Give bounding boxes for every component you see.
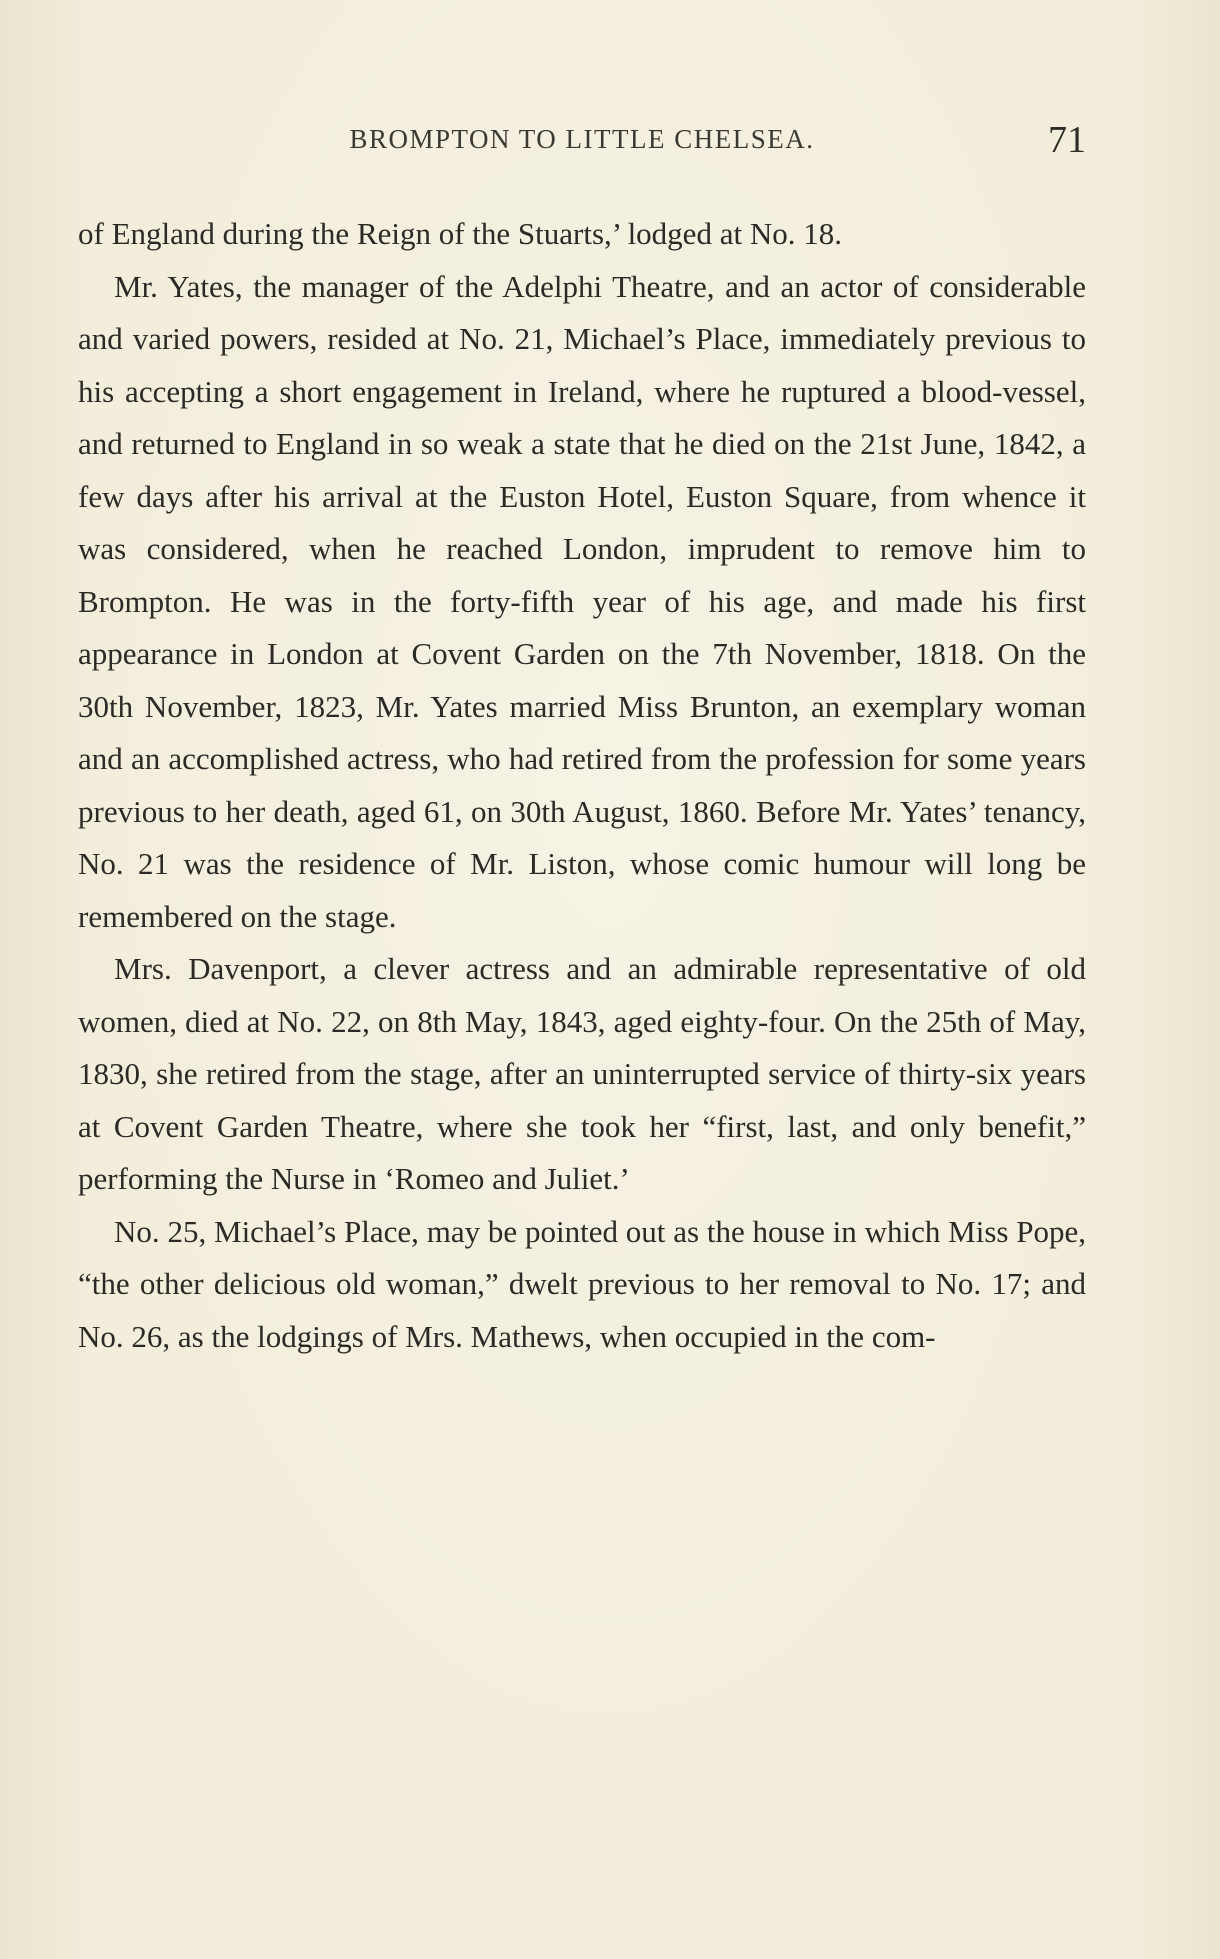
body-text — [78, 208, 1086, 1363]
running-head — [78, 118, 1086, 161]
running-title: BROMPTON TO LITTLE CHELSEA. — [349, 124, 815, 154]
paragraph-mr-yates: Mr. Yates, the manager of the Adelphi Theatre, and an actor of considerable and varied powers, resided at No. 21, Michael’s Place, immediately previous to his accepting a short engagement in Ireland, where he ruptured a blood-vessel, and returned to England in so weak a state that he died on the 21st June, 1842, a few days after his arrival at the Euston Hotel, Euston Square, from whence it was considered, when he reached London, imprudent to remove him to Brompton. He was in the forty-fifth year of his age, and made his first appearance in London at Covent Garden on the 7th November, 1818. On the 30th November, 1823, Mr. Yates married Miss Brunton, an exemplary woman and an accomplished actress, who had retired from the profession for some years previous to her death, aged 61, on 30th August, 1860. Before Mr. Yates’ tenancy, No. 21 was the residence of Mr. Liston, whose comic humour will long be remembered on the stage. — [78, 268, 1086, 934]
paragraph-mrs-davenport: Mrs. Davenport, a clever actress and an admirable representative of old women, died at No. 22, on 8th May, 1843, aged eighty-four. On the 25th of May, 1830, she retired from the stage, after an uninterrupted service of thirty-six years at Covent Garden Theatre, where she took her “first, last, and only benefit,” performing the Nurse in ‘Romeo and Juliet.’ — [78, 951, 1086, 1196]
paragraph-miss-pope: No. 25, Michael’s Place, may be pointed out as the house in which Miss Pope, “the other delicious old woman,” dwelt previous to her removal to No. 17; and No. 26, as the lodgings of Mrs. Mathews, when occupied in the com- — [78, 1213, 1086, 1354]
paragraph-continuation: of England during the Reign of the Stuarts,’ lodged at No. 18. — [78, 216, 842, 251]
page-number: 71 — [1048, 119, 1086, 161]
